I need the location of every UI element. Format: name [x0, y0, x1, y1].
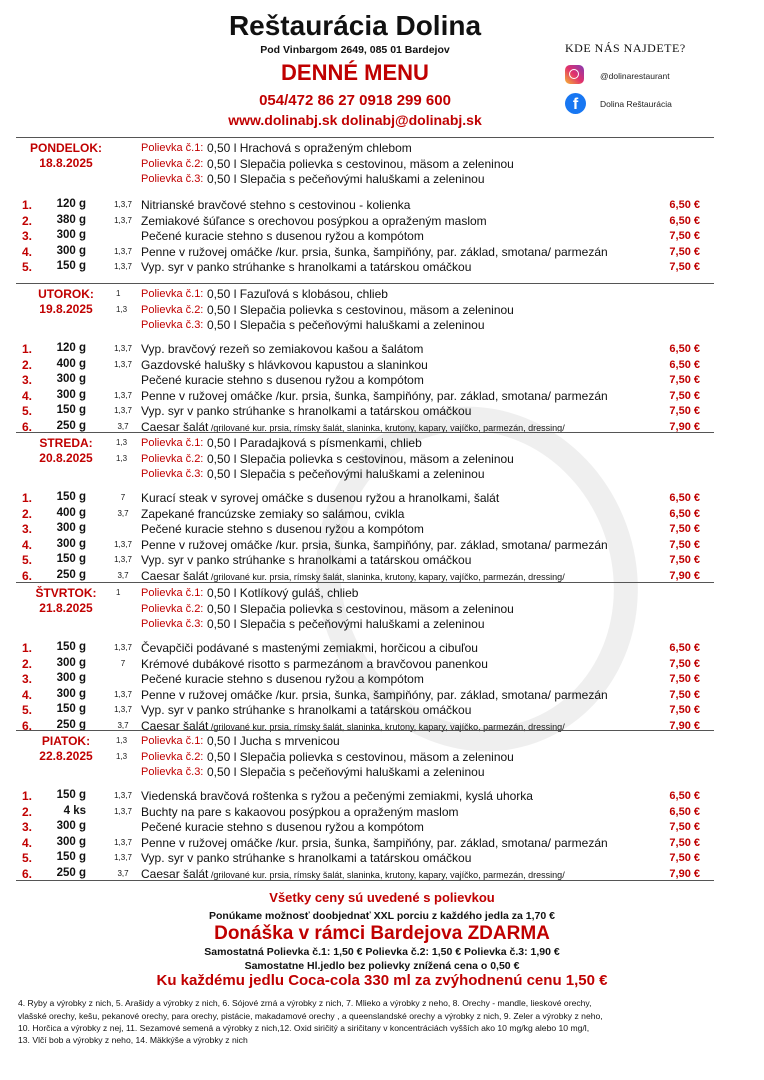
day-name: PIATOK: — [41, 734, 91, 748]
dish-allergens: 1,3,7 — [114, 406, 132, 415]
dish-price: 6,50 € — [669, 507, 700, 520]
dish-allergens: 1,3,7 — [114, 215, 132, 225]
soup-label: Polievka č.2: — [141, 303, 204, 316]
dish-title: Pečené kuracie stehno s dusenou ryžou a kompótom — [141, 672, 424, 686]
soup-label: Polievka č.2: — [141, 157, 204, 170]
cola-offer: Ku každému jedlu Coca-cola 330 ml za zvýhodnenú cenu 1,50 € — [156, 972, 608, 989]
dish-number: 6. — [22, 718, 33, 733]
dish-number: 3. — [22, 373, 33, 387]
dish-price: 6,50 € — [669, 343, 700, 355]
soup-allergens: 1 — [116, 289, 121, 298]
soup-allergens: 1,3 — [116, 736, 128, 745]
soup-text: 0,50 l Slepačia s pečeňovými haluškami a zeleninou — [207, 467, 485, 481]
dish-name — [141, 672, 424, 686]
instagram-handle[interactable]: @dolinarestaurant — [600, 71, 670, 81]
dish-number: 5. — [22, 703, 33, 717]
dish-title: Vyp. syr v panko strúhanke s hranolkami a tatárskou omáčkou — [141, 851, 472, 865]
dish-name — [141, 389, 608, 403]
dish-number: 4. — [22, 244, 33, 259]
dish-number: 4. — [22, 687, 33, 702]
soup-text: 0,50 l Slepačia s pečeňovými haluškami a zeleninou — [207, 318, 485, 332]
dish-title: Penne v ružovej omáčke /kur. prsia, šunka, šampiňóny, par. základ, smotana/ parmezán — [141, 388, 608, 403]
dish-allergens: 7 — [120, 493, 126, 502]
dish-number: 1. — [22, 491, 33, 505]
dish-allergens: 1,3,7 — [114, 359, 132, 369]
dish-title: Vyp. syr v panko strúhanke s hranolkami a tatárskou omáčkou — [141, 260, 472, 274]
dish-name — [141, 836, 608, 850]
dish-name — [141, 229, 424, 243]
soup-allergens: 1,3 — [116, 751, 128, 761]
dish-title: Caesar šalát — [141, 419, 209, 434]
dish-weight: 250 g — [56, 568, 86, 581]
dish-weight: 300 g — [56, 229, 86, 241]
dish-title: Kurací steak v syrovej omáčke s dusenou ryžou a hranolkami, šalát — [141, 491, 500, 505]
dish-name — [141, 641, 478, 655]
dish-allergens: 1,3,7 — [114, 791, 132, 800]
soup-text: 0,50 l Slepačia s pečeňovými haluškami a zeleninou — [207, 765, 485, 779]
dish-name — [141, 851, 471, 865]
dish-title: Krémové dubákové risotto s parmezánom a bravčovou panenkou — [141, 656, 488, 671]
dish-allergens: 1,3,7 — [114, 539, 132, 549]
dish-price: 7,50 € — [669, 657, 700, 670]
dish-name — [141, 553, 471, 567]
day-date: 21.8.2025 — [39, 601, 93, 615]
soup-allergens: 1,3 — [116, 304, 128, 314]
dish-allergens: 3,7 — [117, 720, 129, 730]
dish-weight: 150 g — [56, 491, 86, 503]
dish-weight: 300 g — [56, 244, 86, 257]
soup-label: Polievka č.3: — [141, 173, 204, 185]
dish-weight: 300 g — [56, 820, 86, 832]
dish-allergens: 1,3,7 — [114, 689, 132, 699]
phone-numbers: 054/472 86 27 0918 299 600 — [259, 92, 451, 109]
dish-name — [141, 260, 471, 274]
soup-label: Polievka č.1: — [141, 288, 204, 300]
soup-label: Polievka č.2: — [141, 602, 204, 615]
dish-weight: 250 g — [56, 718, 86, 731]
dish-name — [141, 404, 471, 418]
dish-number: 2. — [22, 506, 33, 521]
dish-weight: 250 g — [56, 419, 86, 432]
dish-name — [141, 522, 424, 536]
dish-price: 7,50 € — [669, 821, 700, 833]
dish-name — [141, 373, 424, 387]
dish-number: 2. — [22, 213, 33, 228]
allergen-note-line: 10. Horčica a výrobky z nej, 11. Sezamové semená a výrobky z nich,12. Oxid siričitý a siričitany v koncentráciách vyšších ako 10 mg/kg alebo 10 mg/l, — [18, 1023, 590, 1033]
facebook-icon[interactable] — [565, 93, 586, 114]
dish-price: 7,50 € — [669, 554, 700, 566]
dish-price: 7,50 € — [669, 538, 700, 551]
dish-price: 7,50 € — [669, 230, 700, 242]
dish-number: 4. — [22, 537, 33, 552]
dish-name — [141, 867, 565, 881]
dish-weight: 150 g — [56, 703, 86, 715]
dish-title: Zemiakové šúľance s orechovou posýpkou a opraženým maslom — [141, 213, 487, 228]
dish-price: 6,50 € — [669, 790, 700, 802]
dish-title: Vyp. syr v panko strúhanke s hranolkami a tatárskou omáčkou — [141, 703, 472, 717]
dish-allergens: 3,7 — [117, 508, 129, 518]
day-divider — [16, 730, 714, 731]
dish-price: 6,50 € — [669, 642, 700, 654]
prices-note: Všetky ceny sú uvedené s polievkou — [269, 890, 495, 905]
dish-number: 3. — [22, 522, 33, 536]
dish-weight: 150 g — [56, 553, 86, 565]
dish-number: 4. — [22, 388, 33, 403]
dish-name — [141, 789, 533, 803]
day-name: STREDA: — [39, 436, 93, 450]
dish-weight: 380 g — [56, 213, 86, 226]
soup-allergens: 1,3 — [116, 438, 128, 447]
dish-allergens: 1,3,7 — [114, 643, 132, 652]
dish-price: 7,50 € — [669, 704, 700, 716]
dish-price: 6,50 € — [669, 199, 700, 211]
dish-allergens: 3,7 — [117, 421, 129, 431]
dish-description: /grilované kur. prsia, rímsky šalát, slaninka, krutony, kapary, vajíčko, parmezán, dressing/ — [208, 571, 565, 582]
dish-name — [141, 703, 471, 717]
dish-price: 7,50 € — [669, 245, 700, 258]
dish-weight: 300 g — [56, 672, 86, 684]
dish-allergens: 3,7 — [117, 868, 129, 878]
soup-text: 0,50 l Slepačia s pečeňovými haluškami a zeleninou — [207, 617, 485, 631]
dish-title: Penne v ružovej omáčke /kur. prsia, šunka, šampiňóny, par. základ, smotana/ parmezán — [141, 537, 608, 552]
day-name: ŠTVRTOK: — [35, 586, 97, 600]
dish-title: Caesar šalát — [141, 568, 209, 583]
dish-allergens: 1,3,7 — [114, 390, 132, 400]
dish-name — [141, 245, 608, 259]
dish-name — [141, 657, 488, 671]
soup-text: 0,50 l Paradajková s písmenkami, chlieb — [207, 436, 422, 450]
dish-price: 7,50 € — [669, 261, 700, 273]
dish-number: 5. — [22, 260, 33, 274]
dish-number: 5. — [22, 851, 33, 865]
dish-title: Pečené kuracie stehno s dusenou ryžou a kompótom — [141, 373, 424, 387]
dish-weight: 300 g — [56, 522, 86, 534]
dish-name — [141, 491, 499, 505]
day-divider — [16, 432, 714, 433]
instagram-icon[interactable] — [565, 65, 584, 84]
soup-label: Polievka č.3: — [141, 319, 204, 331]
day-divider — [16, 283, 714, 284]
dish-number: 3. — [22, 229, 33, 243]
day-date: 19.8.2025 — [39, 302, 93, 316]
dish-weight: 300 g — [56, 687, 86, 700]
dish-price: 7,90 € — [669, 569, 700, 582]
dish-number: 4. — [22, 835, 33, 850]
soup-text: 0,50 l Jucha s mrvenicou — [207, 734, 340, 748]
dish-allergens: 1,3,7 — [114, 555, 132, 564]
dish-number: 5. — [22, 404, 33, 418]
dish-title: Nitrianské bravčové stehno s cestovinou - kolienka — [141, 198, 411, 212]
dish-title: Gazdovské halušky s hlávkovou kapustou a slaninkou — [141, 357, 428, 372]
dish-name — [141, 358, 428, 372]
soup-label: Polievka č.3: — [141, 468, 204, 480]
soup-text: 0,50 l Slepačia polievka s cestovinou, mäsom a zeleninou — [207, 302, 514, 317]
day-name: UTOROK: — [38, 287, 94, 301]
dish-allergens: 1,3,7 — [114, 806, 132, 816]
dish-title: Penne v ružovej omáčke /kur. prsia, šunka, šampiňóny, par. základ, smotana/ parmezán — [141, 687, 608, 702]
delivery-note: Donáška v rámci Bardejova ZDARMA — [214, 923, 550, 944]
dish-allergens: 1,3,7 — [114, 853, 132, 862]
dish-name — [141, 342, 423, 356]
restaurant-title: Reštaurácia Dolina — [228, 10, 482, 41]
dish-price: 7,90 € — [669, 719, 700, 732]
main-no-soup-note: Samostatne Hl.jedlo bez polievky znížená cena o 0,50 € — [244, 960, 520, 972]
dish-name — [141, 820, 424, 834]
soup-text: 0,50 l Slepačia polievka s cestovinou, mäsom a zeleninou — [207, 601, 514, 616]
dish-number: 1. — [22, 789, 33, 803]
day-divider — [16, 582, 714, 583]
soup-label: Polievka č.1: — [141, 437, 204, 449]
dish-number: 3. — [22, 672, 33, 686]
dish-price: 7,50 € — [669, 673, 700, 685]
day-date: 18.8.2025 — [39, 156, 93, 170]
dish-weight: 300 g — [56, 656, 86, 669]
soup-text: 0,50 l Kotlíkový guláš, chlieb — [207, 586, 359, 600]
dish-price: 6,50 € — [669, 805, 700, 818]
soup-text: 0,50 l Slepačia polievka s cestovinou, mäsom a zeleninou — [207, 451, 514, 466]
dish-description: /grilované kur. prsia, rímsky šalát, slaninka, krutony, kapary, vajíčko, parmezán, dressing/ — [208, 721, 565, 732]
dish-price: 7,50 € — [669, 405, 700, 417]
dish-title: Vyp. syr v panko strúhanke s hranolkami a tatárskou omáčkou — [141, 404, 472, 418]
soup-label: Polievka č.1: — [141, 587, 204, 599]
soup-text: 0,50 l Hrachová s opraženým chlebom — [207, 141, 412, 155]
xxl-note: Ponúkame možnosť doobjednať XXL porciu z každého jedla za 1,70 € — [209, 910, 555, 922]
dish-weight: 150 g — [56, 404, 86, 416]
dish-description: /grilované kur. prsia, rímsky šalát, slaninka, krutony, kapary, vajíčko, parmezán, dressing/ — [208, 422, 565, 433]
footer-divider — [16, 880, 714, 881]
dish-price: 6,50 € — [669, 214, 700, 227]
dish-allergens: 1,3,7 — [114, 705, 132, 714]
dish-weight: 150 g — [56, 851, 86, 863]
soup-text: 0,50 l Slepačia polievka s cestovinou, mäsom a zeleninou — [207, 156, 514, 171]
dish-name — [141, 198, 410, 212]
dish-allergens: 1,3,7 — [114, 246, 132, 256]
dish-weight: 150 g — [56, 260, 86, 272]
dish-number: 5. — [22, 553, 33, 567]
dish-title: Vyp. syr v panko strúhanke s hranolkami a tatárskou omáčkou — [141, 553, 472, 567]
address: Pod Vinbargom 2649, 085 01 Bardejov — [260, 44, 450, 56]
dish-name — [141, 214, 487, 228]
day-divider — [16, 137, 714, 138]
dish-number: 1. — [22, 198, 33, 212]
dish-name — [141, 538, 608, 552]
dish-weight: 4 ks — [63, 804, 86, 817]
dish-weight: 300 g — [56, 373, 86, 385]
dish-weight: 300 g — [56, 835, 86, 848]
allergen-note-line: 13. Vlčí bob a výrobky z neho, 14. Mäkkýše a výrobky z nich — [18, 1035, 248, 1045]
dish-title: Caesar šalát — [141, 866, 209, 881]
dish-weight: 150 g — [56, 789, 86, 801]
dish-price: 7,50 € — [669, 389, 700, 402]
soup-text: 0,50 l Fazuľová s klobásou, chlieb — [207, 287, 388, 301]
allergen-note-line: vlašské orechy, kešu, pekanové orechy, para orechy, pistácie, makadamové orechy , a queenslandské orechy a výrobky z nich, 9. Zeler a výrobky z neho, — [18, 1011, 603, 1021]
dish-title: Caesar šalát — [141, 718, 209, 733]
soup-label: Polievka č.2: — [141, 750, 204, 763]
dish-allergens: 1,3,7 — [114, 200, 132, 209]
dish-price: 7,90 € — [669, 867, 700, 880]
website-email[interactable]: www.dolinabj.sk dolinabj@dolinabj.sk — [228, 112, 482, 128]
dish-title: Pečené kuracie stehno s dusenou ryžou a kompótom — [141, 229, 424, 243]
soup-label: Polievka č.1: — [141, 142, 204, 154]
dish-title: Penne v ružovej omáčke /kur. prsia, šunka, šampiňóny, par. základ, smotana/ parmezán — [141, 244, 608, 259]
dish-title: Viedenská bravčová roštenka s ryžou a pečenými zemiakmi, kyslá uhorka — [141, 789, 533, 803]
allergen-note-line: 4. Ryby a výrobky z nich, 5. Arašidy a výrobky z nich, 6. Sójové zrná a výrobky z nich, 7. Mlieko a výrobky z neho, 8. Orechy - mandle, lieskové orechy, — [18, 998, 592, 1008]
day-name: PONDELOK: — [30, 141, 102, 155]
dish-description: /grilované kur. prsia, rímsky šalát, slaninka, krutony, kapary, vajíčko, parmezán, dressing/ — [208, 869, 565, 880]
dish-name — [141, 569, 565, 583]
dish-price: 7,90 € — [669, 420, 700, 433]
dish-number: 1. — [22, 641, 33, 655]
dish-number: 6. — [22, 866, 33, 881]
dish-name — [141, 805, 459, 819]
dish-weight: 400 g — [56, 506, 86, 519]
day-date: 22.8.2025 — [39, 749, 93, 763]
dish-number: 2. — [22, 804, 33, 819]
dish-allergens: 1,3,7 — [114, 262, 132, 271]
dish-weight: 400 g — [56, 357, 86, 370]
dish-number: 6. — [22, 568, 33, 583]
dish-price: 7,50 € — [669, 688, 700, 701]
dish-price: 7,50 € — [669, 374, 700, 386]
dish-allergens: 1,3,7 — [114, 344, 132, 353]
dish-name — [141, 688, 608, 702]
dish-title: Penne v ružovej omáčke /kur. prsia, šunka, šampiňóny, par. základ, smotana/ parmezán — [141, 835, 608, 850]
dish-name — [141, 507, 404, 521]
dish-number: 1. — [22, 342, 33, 356]
soup-allergens: 1 — [116, 588, 121, 597]
dish-title: Pečené kuracie stehno s dusenou ryžou a kompótom — [141, 522, 424, 536]
dish-weight: 300 g — [56, 388, 86, 401]
facebook-page[interactable]: Dolina Reštaurácia — [600, 99, 672, 109]
soup-label: Polievka č.3: — [141, 618, 204, 630]
soup-allergens: 1,3 — [116, 453, 128, 463]
dish-number: 2. — [22, 357, 33, 372]
dish-allergens: 7 — [120, 658, 126, 668]
dish-number: 2. — [22, 656, 33, 671]
soup-prices: Samostatná Polievka č.1: 1,50 € Polievka č.2: 1,50 € Polievka č.3: 1,90 € — [204, 946, 560, 958]
find-us-heading: KDE NÁS NAJDETE? — [565, 41, 686, 55]
dish-weight: 120 g — [56, 342, 86, 354]
dish-allergens: 3,7 — [117, 570, 129, 580]
day-date: 20.8.2025 — [39, 451, 93, 465]
dish-weight: 120 g — [56, 198, 86, 210]
dish-price: 6,50 € — [669, 358, 700, 371]
dish-title: Čevapčiči podávané s mastenými zemiakmi, horčicou a cibuľou — [141, 641, 478, 655]
dish-title: Pečené kuracie stehno s dusenou ryžou a kompótom — [141, 820, 424, 834]
dish-weight: 150 g — [56, 641, 86, 653]
dish-allergens: 1,3,7 — [114, 837, 132, 847]
dish-price: 6,50 € — [669, 492, 700, 504]
dish-weight: 250 g — [56, 866, 86, 879]
dish-price: 7,50 € — [669, 836, 700, 849]
menu-title: DENNÉ MENU — [281, 60, 429, 85]
soup-label: Polievka č.2: — [141, 452, 204, 465]
soup-text: 0,50 l Slepačia s pečeňovými haluškami a zeleninou — [207, 172, 485, 186]
soup-text: 0,50 l Slepačia polievka s cestovinou, mäsom a zeleninou — [207, 749, 514, 764]
dish-title: Zapekané francúzske zemiaky so salámou, cvikla — [141, 506, 405, 521]
dish-number: 3. — [22, 820, 33, 834]
soup-label: Polievka č.1: — [141, 735, 204, 747]
dish-title: Vyp. bravčový rezeň so zemiakovou kašou a šalátom — [141, 342, 424, 356]
dish-number: 6. — [22, 419, 33, 434]
dish-weight: 300 g — [56, 537, 86, 550]
dish-title: Buchty na pare s kakaovou posýpkou a opraženým maslom — [141, 804, 459, 819]
dish-price: 7,50 € — [669, 852, 700, 864]
soup-label: Polievka č.3: — [141, 766, 204, 778]
facebook-glyph: f — [572, 96, 579, 113]
dish-price: 7,50 € — [669, 523, 700, 535]
